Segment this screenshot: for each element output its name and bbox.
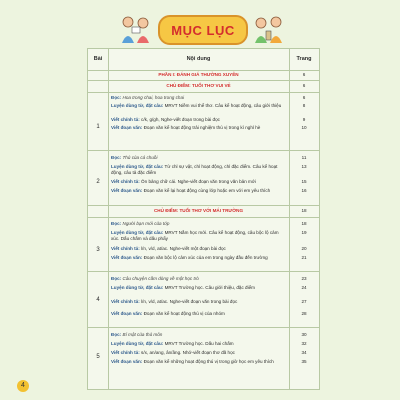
row-divider (88, 150, 319, 151)
line-text: Đoạn văn kể hoạt động thú vị của nhóm (143, 311, 225, 316)
title-banner (118, 13, 286, 45)
page-ref: 28 (301, 311, 307, 316)
row-divider (88, 327, 319, 328)
line-text: Đoạn văn kể lại hoạt động cùng lớp hoặc em với em yêu thích (143, 188, 271, 193)
page-ref: 23 (301, 276, 307, 281)
kids-doodle-icon (118, 13, 154, 45)
column-divider (108, 49, 109, 389)
page-ref: 6 (302, 83, 306, 88)
lesson-number: 1 (96, 124, 100, 130)
page-ref: 34 (301, 350, 307, 355)
line-label: Viết đoạn văn: (111, 255, 143, 260)
part-title: PHẦN I: ĐÁNH GIÁ THƯỜNG XUYÊN (158, 72, 239, 77)
page-ref: 21 (301, 255, 307, 260)
table-header (88, 49, 319, 71)
page-ref: 18 (301, 221, 307, 226)
line-text: Bí mật của thủ môn (122, 332, 163, 337)
page-ref: 18 (301, 208, 307, 213)
page-title: MỤC LỤC (158, 15, 248, 45)
line-label: Viết chính tả: (111, 350, 140, 355)
line-text: s/x, an/ang, ân/âng. Nhớ-viết đoạn thơ đã học (141, 350, 235, 355)
line-label: Đọc: (111, 276, 122, 281)
page-ref: 27 (301, 299, 307, 304)
line-text: Ôn bảng chữ cái. Nghe-viết đoạn văn trong văn bản mới (141, 179, 256, 184)
line-label: Viết đoạn văn: (111, 359, 143, 364)
line-label: Viết đoạn văn: (111, 311, 143, 316)
line-text: Từ chỉ sự vật, chỉ hoạt động, chỉ đặc điểm. Câu kể hoạt động, câu tả đặc điểm (111, 164, 278, 176)
line-label: Viết chính tả: (111, 179, 140, 184)
line-label: Luyện dùng từ, đặt câu: (111, 285, 164, 290)
line-text: Đoạn văn bộc lộ cảm xúc của em trong ngày đầu đến trường (143, 255, 268, 260)
page-ref: 15 (301, 179, 307, 184)
lesson-number: 3 (96, 247, 100, 253)
row-divider (88, 80, 319, 81)
header-trang: Trang (296, 56, 312, 62)
line-text: MRVT Trường học. Dấu hai chấm (164, 341, 234, 346)
table-of-contents (87, 48, 320, 390)
line-label: Viết chính tả: (111, 117, 140, 122)
line-text: l/n, v/d, at/ac. Nghe-viết đoạn văn trong bài đọc (141, 299, 238, 304)
row-divider (88, 271, 319, 272)
line-label: Đọc: (111, 221, 122, 226)
line-label: Viết đoạn văn: (111, 188, 143, 193)
page-ref: 24 (301, 285, 307, 290)
page-ref: 30 (301, 332, 307, 337)
theme-title: CHỦ ĐIỂM: TUỔI THƠ VUI VẺ (166, 83, 231, 88)
row-divider (88, 205, 319, 206)
page-ref: 6 (302, 95, 306, 100)
line-text: Đoạn văn kể hoạt động trải nghiệm thú vị trong kì nghỉ hè (143, 125, 261, 130)
page-ref: 6 (302, 72, 306, 77)
kids-doodle-icon (250, 13, 286, 45)
theme-title: CHỦ ĐIỂM: TUỔI THƠ VỚI MÁI TRƯỜNG (153, 208, 244, 213)
row-divider (88, 92, 319, 93)
lesson-number: 5 (96, 354, 100, 360)
line-text: Đoạn văn kể những hoạt động thú vị trong giờ học em yêu thích (143, 359, 274, 364)
line-text: MRVT Nắm học mới. Câu kể hoạt động, câu bộc lộ cảm xúc. Dấu chấm và dấu phẩy (111, 230, 279, 242)
line-label: Luyện dùng từ, đặt câu: (111, 164, 164, 169)
page-ref: 9 (302, 117, 306, 122)
header-noi-dung: Nội dung (186, 56, 211, 62)
page-ref: 8 (302, 103, 306, 108)
line-text: Thủ của cá chuồi (122, 155, 158, 160)
page-ref: 11 (301, 155, 307, 160)
line-text: Người bạn mới của tớp (122, 221, 170, 226)
line-label: Luyện dùng từ, đặt câu: (111, 230, 164, 235)
line-text: MRVT Trường học. Câu giới thiệu, đặc điểm (164, 285, 255, 290)
page-ref: 10 (301, 125, 307, 130)
line-label: Viết chính tả: (111, 246, 140, 251)
page-number: 4 (17, 380, 29, 392)
line-label: Luyện dùng từ, đặt câu: (111, 341, 164, 346)
page-ref: 20 (301, 246, 307, 251)
row-divider (88, 217, 319, 218)
line-text: Câu chuyện cầm dòng về một học trò (122, 276, 199, 281)
line-text: l/n, v/d, at/ac. Nghe-viết một đoạn bài đọc (141, 246, 226, 251)
page-ref: 35 (301, 359, 307, 364)
page-ref: 32 (301, 341, 307, 346)
line-label: Viết đoạn văn: (111, 125, 143, 130)
header-bai: Bài (93, 56, 103, 62)
lesson-number: 2 (96, 179, 100, 185)
line-label: Viết chính tả: (111, 299, 140, 304)
line-text: c/k, g/gh, Nghe-viết đoạn trong bài đọc (141, 117, 220, 122)
line-label: Đọc: (111, 95, 122, 100)
line-label: Luyện dùng từ, đặt câu: (111, 103, 164, 108)
line-label: Đọc: (111, 332, 122, 337)
page-ref: 19 (301, 230, 307, 235)
line-text: MRVT Niềm vui thể thơ. Câu kể hoạt động, câu giới thiệu (164, 103, 282, 108)
line-label: Đọc: (111, 155, 122, 160)
page-ref: 13 (301, 164, 307, 169)
line-text: Hoa trong chai, hoa trong chai (122, 95, 185, 100)
page-ref: 16 (301, 188, 307, 193)
lesson-number: 4 (96, 297, 100, 303)
